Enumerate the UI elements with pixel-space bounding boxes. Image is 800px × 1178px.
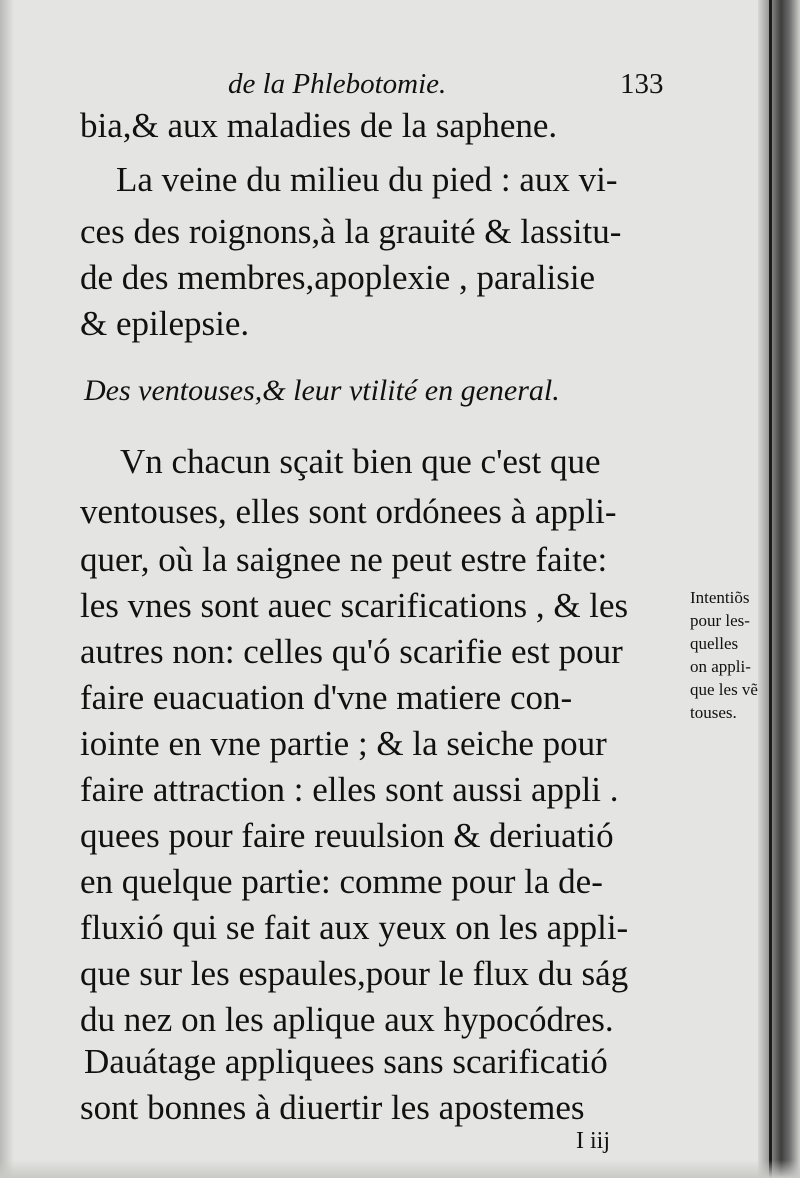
text-line: faire euacuation d'vne matiere con- bbox=[80, 678, 573, 717]
signature-mark: I iij bbox=[576, 1128, 610, 1154]
section-heading: Des ventouses,& leur vtilité en general. bbox=[84, 374, 560, 407]
text-line: quees pour faire reuulsion & deriuatió bbox=[80, 816, 614, 855]
margin-note-line: Intentiõs bbox=[690, 588, 750, 607]
text-line: Dauátage appliquees sans scarificatió bbox=[84, 1042, 608, 1081]
margin-note-line: touses. bbox=[690, 703, 737, 722]
book-spine bbox=[758, 0, 800, 1178]
text-line: de des membres,apoplexie , paralisie bbox=[80, 258, 596, 297]
gutter-line bbox=[769, 0, 772, 1178]
page-edge-shadow bbox=[0, 0, 14, 1178]
text-line: faire attraction : elles sont aussi appli . bbox=[80, 770, 619, 809]
text-line: quer, où la saignee ne peut estre faite: bbox=[80, 540, 608, 579]
text-line: La veine du milieu du pied : aux vi- bbox=[116, 160, 618, 199]
margin-note-line: quelles bbox=[690, 634, 739, 653]
text-line: Vn chacun sçait bien que c'est que bbox=[120, 442, 601, 481]
margin-note-line: que les vẽ bbox=[690, 680, 758, 699]
page-bottom-shadow bbox=[0, 1160, 800, 1178]
text-line: en quelque partie: comme pour la de- bbox=[80, 862, 603, 901]
running-title: de la Phlebotomie. bbox=[228, 68, 447, 100]
margin-note-line: on appli- bbox=[690, 657, 751, 676]
text-line: que sur les espaules,pour le flux du ság bbox=[80, 954, 629, 993]
text-line: & epilepsie. bbox=[80, 304, 250, 343]
text-line: du nez on les aplique aux hypocódres. bbox=[80, 1000, 614, 1039]
text-line: les vnes sont auec scarifications , & les bbox=[80, 586, 629, 625]
text-line: ces des roignons,à la grauité & lassitu- bbox=[80, 212, 622, 251]
text-line: autres non: celles qu'ó scarifie est pour bbox=[80, 632, 623, 671]
margin-note-line: pour les- bbox=[690, 611, 750, 630]
text-line: sont bonnes à diuertir les apostemes bbox=[80, 1088, 585, 1127]
text-line: iointe en vne partie ; & la seiche pour bbox=[80, 724, 607, 763]
text-line: fluxió qui se fait aux yeux on les appli- bbox=[80, 908, 629, 947]
page-number: 133 bbox=[620, 68, 664, 100]
text-line: bia,& aux maladies de la saphene. bbox=[80, 106, 558, 145]
text-line: ventouses, elles sont ordónees à appli- bbox=[80, 492, 617, 531]
